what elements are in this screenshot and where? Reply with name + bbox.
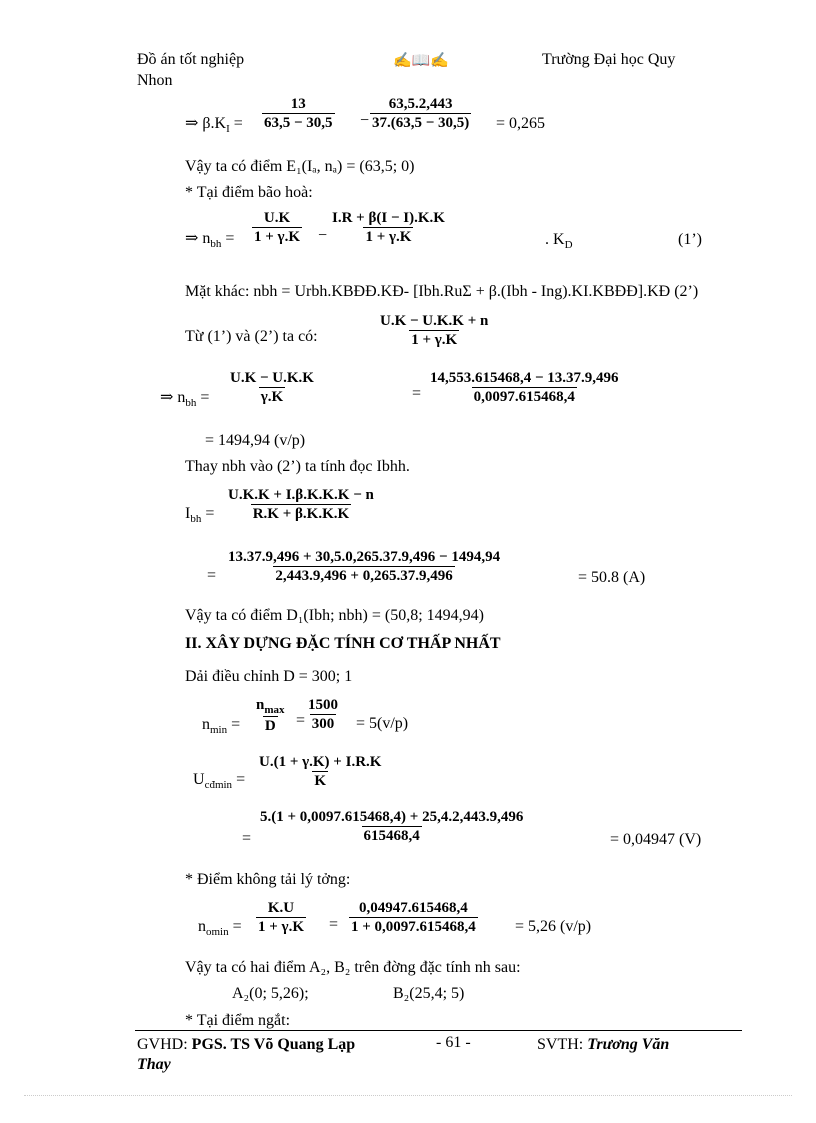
page-bottom-border [24,1095,792,1096]
line-ngat: * Tại điểm ngắt: [185,1012,291,1029]
eq10-equals: = [242,830,252,847]
footer-page-number: - 61 - [436,1034,471,1051]
eq2-fraction-1: $\frac{U.K}{1 + \gamma.K}$ [254,210,300,245]
eq11-fraction-2: $\frac{0,04947.615468,4}{1 + 0,0097.615468,4}$ [351,900,476,935]
line-d1: Vậy ta có điểm D₁(Ibh; nbh) = (50,8; 1494,94) [185,607,484,624]
eq2-minus: − [318,227,328,244]
header-right: Trường Đại học Quy [542,51,676,68]
line-thay: Thay nbh vào (2’) ta tính đọc Ibhh. [185,458,410,475]
eq5-fraction-1: $\frac{U.K - U.K.K}{\gamma.K}$ [230,370,314,405]
point-b2: B₂(25,4; 5) [393,985,465,1002]
eq2-fraction-2: $\frac{I.R + \beta(I - I).K.K}{1 + \gamma.K}$ [332,210,445,245]
eq1-fraction-1: $\frac{13}{63,5 - 30,5}$ [264,96,333,131]
eq4-text: Từ (1’) và (2’) ta có: [185,328,318,345]
eq10-fraction: $\frac{5.(1 + 0,0097.615468,4) + 25,4.2,443.9,496}{615468,4}$ [260,809,524,844]
point-a2: A₂(0; 5,26); [232,985,309,1002]
eq8-result: = 5(v/p) [356,715,409,732]
eq5-equals: = [412,385,422,402]
line-khong-tai: * Điểm không tải lý tởng: [185,871,351,888]
line-dai-dieu-chinh: Dải điều chỉnh D = 300; 1 [185,668,353,685]
eq7-equals: = [207,567,217,584]
eq1-lhs: ⇒ $\beta.K_I$ = [185,115,243,136]
footer-svth-continued: Thay [137,1056,171,1073]
eq10-result: = 0,04947 (V) [610,831,702,848]
footer-divider [135,1030,742,1031]
eq7-result: = 50.8 (A) [578,569,646,586]
eq8-fraction-1: $n_{max}$ D [256,697,285,734]
footer-svth: SVTH: Trương Văn [537,1036,670,1053]
eq11-lhs: $n_{omin}$ = [198,918,242,939]
eq2-tail: . $K_D$ [545,231,573,252]
result-nbh: = 1494,94 (v/p) [205,432,306,449]
eq6-lhs: $I_{bh}$ = [185,505,215,526]
header-ornament-icon: ✍📖✍ [393,53,450,69]
eq5-lhs: ⇒ $n_{bh}$ = [160,389,210,410]
section-title: II. XÂY DỰNG ĐẶC TÍNH CƠ THẤP NHẤT [185,635,501,652]
eq6-fraction: $\frac{U.K.K + I.\beta.K.K.K - n}{R.K + \beta.K.K.K}$ [228,487,374,522]
eq8-lhs: $n_{min}$ = [202,716,241,737]
header-right-continued: Nhon [137,72,173,89]
eq9-fraction: $\frac{U.(1 + \gamma.K) + I.R.K}{K}$ [259,754,382,789]
eq1-minus: − [360,112,370,129]
header-left: Đồ án tốt nghiệp [137,51,245,68]
line-e1: Vậy ta có điểm E₁(Iₐ, nₐ) = (63,5; 0) [185,158,415,175]
eq5-fraction-2: $\frac{14,553.615468,4 - 13.37.9,496}{0,0097.615468,4}$ [430,370,619,405]
eq7-fraction: $\frac{13.37.9,496 + 30,5.0,265.37.9,496 - 1494,94}{2,443.9,496 + 0,265.37.9,496}$ [228,549,501,584]
eq2-lhs: ⇒ $n_{bh}$ = [185,230,235,251]
eq11-equals: = [329,916,339,933]
eq1-fraction-2: $\frac{63,5.2,443}{37.(63,5 - 30,5)}$ [372,96,470,131]
eq8-equals: = [296,712,306,729]
footer-gvhd: GVHD: PGS. TS Võ Quang Lạp [137,1036,356,1053]
line-bao-hoa: * Tại điểm bão hoà: [185,184,313,201]
eq4-fraction: $\frac{U.K - U.K.K + n}{1 + \gamma.K}$ [380,313,489,348]
eq3-line: Mặt khác: nbh = Urbh.KBĐĐ.KĐ- [Ibh.RuΣ + β.(Ibh - Ing).KI.KBĐĐ].KĐ (2’) [185,283,699,300]
eq9-lhs: $U_{cđmin}$ = [193,771,246,792]
eq11-fraction-1: $\frac{K.U}{1 + \gamma.K}$ [258,900,304,935]
line-a2-b2: Vậy ta có hai điểm A₂, B₂ trên đờng đặc tính nh sau: [185,959,521,976]
eq8-fraction-2: $\frac{1500}{300}$ [308,697,338,732]
eq2-label: (1’) [678,231,702,248]
eq11-result: = 5,26 (v/p) [515,918,592,935]
eq1-result: = 0,265 [496,115,546,132]
